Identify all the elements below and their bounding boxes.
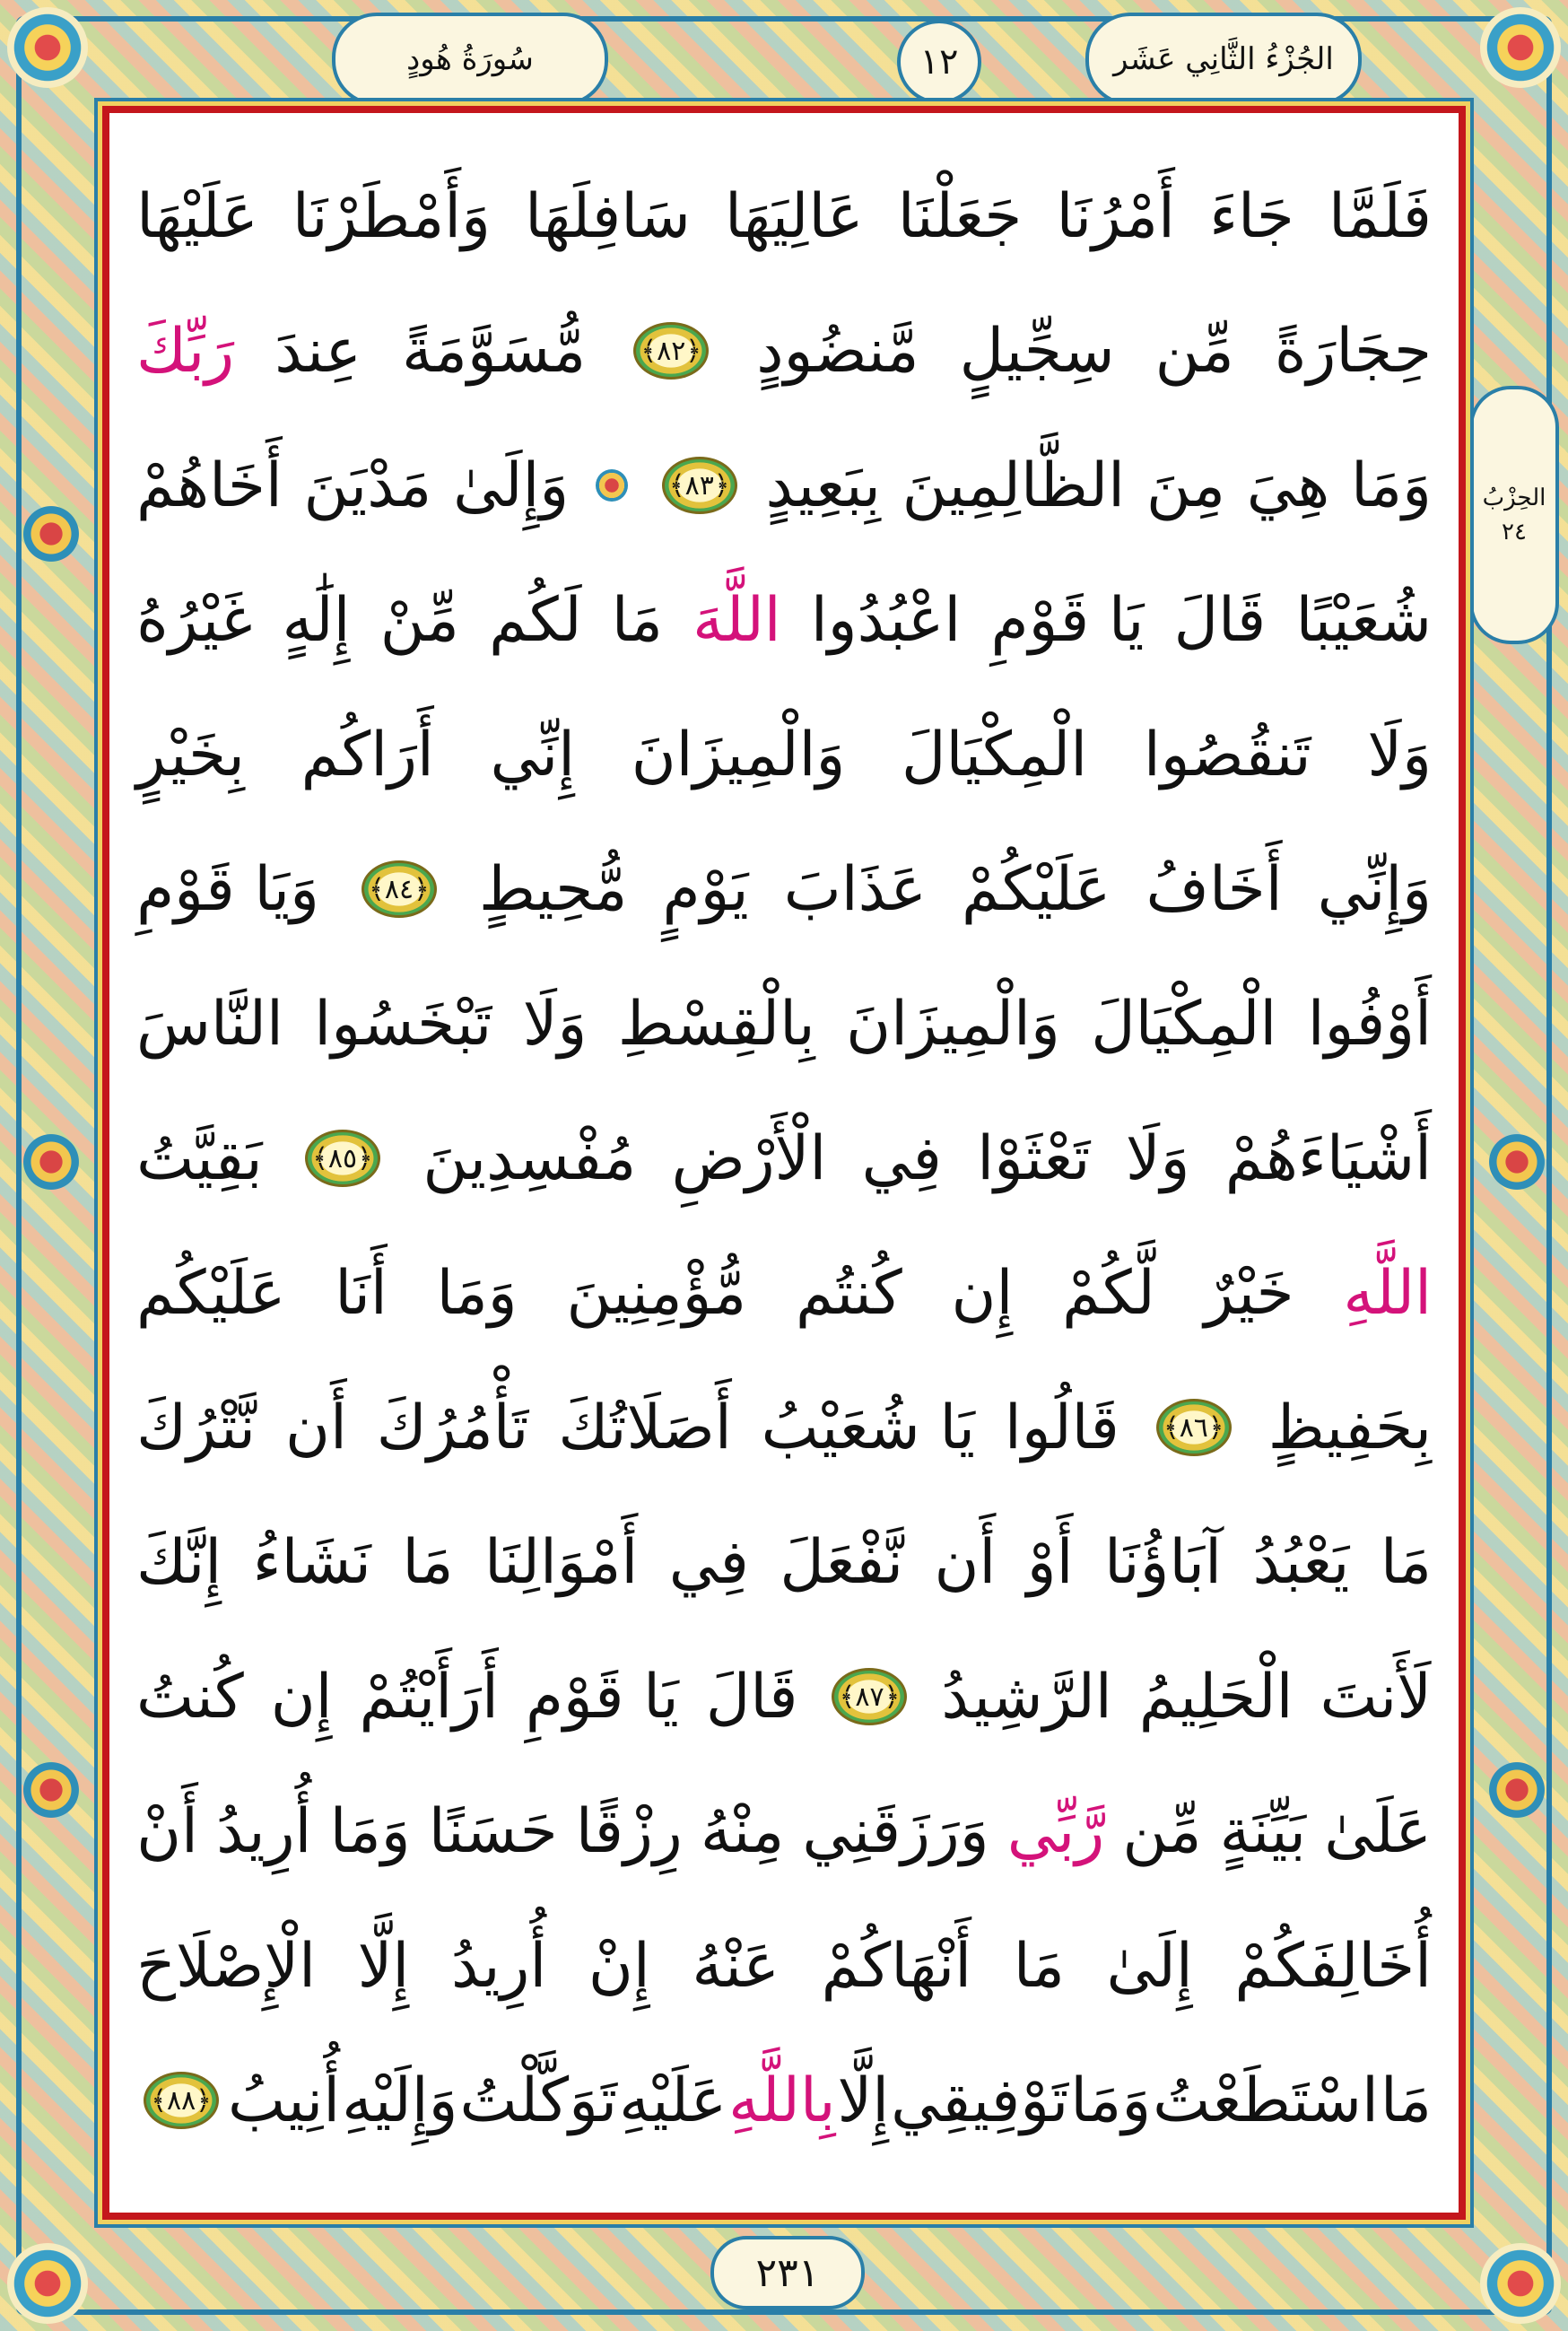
quran-word: حَسَنًا	[428, 1795, 558, 1867]
quran-word: هِيَ	[1246, 450, 1330, 521]
juz-name: الجُزْءُ الثَّانِي عَشَر	[1113, 41, 1334, 77]
quran-word: وَإِلَىٰ	[453, 450, 570, 521]
quran-word: الْأَرْضِ	[671, 1122, 827, 1194]
quran-word: مَا	[1380, 2065, 1432, 2136]
quran-word: الْمِكْيَالَ	[902, 719, 1088, 790]
text-line	[136, 956, 1432, 1091]
quran-word: عَلَيْكُمْ	[961, 853, 1111, 925]
quran-word: عِندَ	[274, 315, 362, 387]
quran-word: أَنْهَاكُمْ	[821, 1930, 972, 2002]
quran-word: مِنَ	[1146, 450, 1225, 521]
quran-word: قَالَ	[705, 1661, 798, 1733]
medallion-icon	[1485, 1131, 1548, 1193]
quran-word: وَمَا	[1070, 2065, 1152, 2136]
quran-word: وَمَا	[436, 1257, 518, 1329]
quran-word: إِنَّكَ	[136, 1526, 222, 1598]
quran-word: أَخَاهُمْ	[136, 450, 283, 521]
quran-word: وَيَا قَوْمِ	[136, 853, 319, 925]
quran-word: أَمْرُنَا	[1056, 180, 1175, 252]
text-line	[136, 1764, 1432, 1899]
quran-word: مِّن	[1154, 315, 1234, 387]
quran-word: أَصَلَاتُكَ	[558, 1392, 732, 1463]
quran-word: فِي	[668, 1526, 749, 1598]
quran-word: أُنِيبُ	[228, 2065, 341, 2136]
quran-word: عَلَىٰ	[1324, 1795, 1432, 1867]
juz-number-plaque	[897, 20, 981, 104]
quran-word: عَنْهُ	[692, 1930, 780, 2002]
quran-word: بِحَفِيظٍ	[1267, 1392, 1432, 1463]
quran-word: الظَّالِمِينَ	[902, 450, 1126, 521]
quran-word: لَكُم	[489, 584, 582, 656]
quran-word: وَمَا	[1351, 450, 1432, 521]
divine-name-word: اللَّهِ	[1343, 1257, 1432, 1329]
quran-word: مَدْيَنَ	[303, 450, 432, 521]
quran-word: إِلَّا	[837, 2065, 890, 2136]
quran-word: أَنَا	[335, 1257, 388, 1329]
text-line	[136, 418, 1432, 553]
quran-word: وَلَا	[1125, 1122, 1190, 1194]
quran-word: لَأَنتَ	[1320, 1661, 1432, 1733]
quran-word: وَإِنِّي	[1317, 853, 1432, 925]
quran-word: عَلَيْهَا	[136, 180, 258, 252]
ayah-number-marker: ﴿٨٥﴾	[305, 1130, 380, 1187]
quran-word: أَشْيَاءَهُمْ	[1224, 1122, 1432, 1194]
quran-word: كُنتُ	[136, 1661, 244, 1733]
quran-word: يَعْبُدُ	[1252, 1526, 1350, 1598]
quran-word: نَّفْعَلَ	[780, 1526, 904, 1598]
quran-word: نَّتْرُكَ	[136, 1392, 257, 1463]
ayah-number-marker: ﴿٨٣﴾	[662, 457, 737, 514]
quran-word: أَرَاكُم	[301, 719, 434, 790]
quran-word: مِّنْ	[379, 584, 459, 656]
quran-word: أَن	[285, 1392, 347, 1463]
quran-word: الرَّشِيدُ	[941, 1661, 1112, 1733]
quran-word: بِبَعِيدٍ	[765, 450, 881, 521]
quran-word: نَشَاءُ	[252, 1526, 371, 1598]
quran-word: أَمْوَالِنَا	[483, 1526, 639, 1598]
quran-word: يَا قَوْمِ	[525, 1661, 679, 1733]
quran-word: النَّاسَ	[136, 988, 283, 1060]
medallion-icon	[20, 1759, 83, 1821]
hizb-number: ٢٤	[1502, 519, 1527, 546]
quran-word: وَلَا	[522, 988, 588, 1060]
quran-word: وَالْمِيزَانَ	[846, 988, 1060, 1060]
quran-word: جَاءَ	[1209, 180, 1294, 252]
ayah-number-marker: ﴿٨٨﴾	[144, 2072, 219, 2129]
quran-word: تَعْثَوْا	[977, 1122, 1091, 1194]
quran-word: تَنقُصُوا	[1143, 719, 1311, 790]
text-line	[136, 284, 1432, 418]
quran-word: خَيْرٌ	[1204, 1257, 1294, 1329]
quran-word: أَن	[934, 1526, 997, 1598]
quran-word: أَوْفُوا	[1307, 988, 1432, 1060]
quran-word: مُّسَوَّمَةً	[402, 315, 587, 387]
quran-word: وَلَا	[1367, 719, 1432, 790]
hizb-marker	[1469, 386, 1559, 644]
quran-word: فِي	[861, 1122, 942, 1194]
quran-word: تَوَكَّلْتُ	[459, 2065, 618, 2136]
quran-word: لَّكُمْ	[1062, 1257, 1155, 1329]
quran-word: إِلَىٰ	[1106, 1930, 1193, 2002]
quran-word: مِّن	[1122, 1795, 1202, 1867]
quran-word: قَالَ	[1173, 584, 1267, 656]
ayah-number-marker: ﴿٨٧﴾	[832, 1668, 907, 1725]
text-line	[136, 2033, 1432, 2168]
quran-word: بَيِّنَةٍ	[1219, 1795, 1307, 1867]
surah-name-plaque	[332, 13, 608, 106]
quran-word: مُّؤْمِنِينَ	[566, 1257, 747, 1329]
text-line	[136, 1360, 1432, 1495]
quran-word: مَا	[402, 1526, 454, 1598]
quran-word: أُرِيدُ	[450, 1930, 547, 2002]
divine-name-word: رَّبِّي	[1006, 1795, 1105, 1867]
quran-word: الْإِصْلَاحَ	[136, 1930, 316, 2002]
quran-word: بِخَيْرٍ	[136, 719, 245, 790]
quran-word: إِن	[270, 1661, 333, 1733]
text-line	[136, 149, 1432, 284]
quran-word: مُّحِيطٍ	[479, 853, 628, 925]
quran-word: مَّنضُودٍ	[756, 315, 919, 387]
text-line	[136, 1226, 1432, 1360]
quran-word: وَأَمْطَرْنَا	[292, 180, 491, 252]
quran-word: إِنِّي	[490, 719, 576, 790]
text-line	[136, 1495, 1432, 1629]
quran-word: مِنْهُ	[700, 1795, 785, 1867]
juz-number: ١٢	[919, 41, 959, 83]
medallion-icon	[1485, 1759, 1548, 1821]
quran-word: قَالُوا	[1004, 1392, 1119, 1463]
quran-word: أَوْ	[1026, 1526, 1074, 1598]
quran-word: وَإِلَيْهِ	[342, 2065, 458, 2136]
divine-name-word: اللَّهَ	[693, 584, 781, 656]
page-number: ٢٣١	[755, 2249, 820, 2296]
quran-word: يَا قَوْمِ	[990, 584, 1145, 656]
text-line	[136, 1629, 1432, 1764]
quran-word: اعْبُدُوا	[810, 584, 962, 656]
page-text-panel	[102, 106, 1466, 2220]
quran-word: مَا	[1380, 1526, 1432, 1598]
text-lines	[136, 149, 1432, 2168]
quran-word: أَرَأَيْتُمْ	[359, 1661, 499, 1733]
corner-ornament-icon	[7, 2243, 88, 2324]
quran-word: مَا	[611, 584, 663, 656]
medallion-icon	[20, 1131, 83, 1193]
quran-word: بِالْقِسْطِ	[617, 988, 815, 1060]
quran-word: آبَاؤُنَا	[1103, 1526, 1222, 1598]
hizb-label: الحِزْبُ	[1482, 485, 1546, 511]
quran-word: فَلَمَّا	[1328, 180, 1432, 252]
quran-word: مُفْسِدِينَ	[422, 1122, 637, 1194]
corner-ornament-icon	[1480, 7, 1561, 88]
quran-word: وَالْمِيزَانَ	[631, 719, 846, 790]
quran-word: شُعَيْبًا	[1295, 584, 1432, 656]
quran-word: يَوْمٍ	[662, 853, 749, 925]
quran-word: يَا شُعَيْبُ	[761, 1392, 976, 1463]
quran-word: الْمِكْيَالَ	[1091, 988, 1277, 1060]
quran-word: إِلَٰهٍ	[282, 584, 351, 656]
text-line	[136, 687, 1432, 822]
quran-word: إِن	[951, 1257, 1014, 1329]
divine-name-word: بِاللَّهِ	[728, 2065, 836, 2136]
quran-word: أُرِيدُ	[216, 1795, 312, 1867]
juz-name-plaque	[1085, 13, 1362, 106]
quran-word: عَذَابَ	[783, 853, 927, 925]
ayah-number-marker: ﴿٨٦﴾	[1156, 1399, 1232, 1456]
quran-word: وَمَا	[329, 1795, 411, 1867]
quran-word: إِنْ	[588, 1930, 650, 2002]
divine-name-word: رَبِّكَ	[136, 315, 235, 387]
quran-word: إِلَّا	[357, 1930, 410, 2002]
ayah-number-marker: ﴿٨٢﴾	[633, 322, 709, 380]
quran-word: أَخَافُ	[1146, 853, 1283, 925]
text-line	[136, 822, 1432, 956]
quran-word: جَعَلْنَا	[897, 180, 1023, 252]
quran-word: تَوْفِيقِي	[891, 2065, 1069, 2136]
ayah-number-marker: ﴿٨٤﴾	[362, 860, 437, 918]
quran-word: تَأْمُرُكَ	[376, 1392, 529, 1463]
text-line	[136, 1091, 1432, 1226]
quran-word: الْحَلِيمُ	[1138, 1661, 1294, 1733]
quran-word: اسْتَطَعْتُ	[1153, 2065, 1379, 2136]
quran-word: غَيْرُهُ	[136, 584, 253, 656]
hizb-quarter-rosette-icon	[596, 469, 628, 502]
quran-word: بَقِيَّتُ	[136, 1122, 263, 1194]
corner-ornament-icon	[1480, 2243, 1561, 2324]
quran-word: سِجِّيلٍ	[959, 315, 1115, 387]
quran-word: تَبْخَسُوا	[314, 988, 492, 1060]
text-line	[136, 1899, 1432, 2033]
quran-word: سَافِلَهَا	[525, 180, 691, 252]
quran-word: عَالِيَهَا	[725, 180, 864, 252]
quran-word: أَنْ	[136, 1795, 198, 1867]
quran-word: عَلَيْكُم	[136, 1257, 286, 1329]
quran-word: حِجَارَةً	[1274, 315, 1432, 387]
text-line	[136, 553, 1432, 687]
quran-word: كُنتُم	[796, 1257, 902, 1329]
medallion-icon	[20, 502, 83, 565]
page-number-plaque	[710, 2236, 865, 2309]
quran-word: أُخَالِفَكُمْ	[1234, 1930, 1432, 2002]
surah-name: سُورَةُ هُودٍ	[406, 41, 534, 77]
corner-ornament-icon	[7, 7, 88, 88]
quran-word: مَا	[1013, 1930, 1065, 2002]
quran-word: وَرَزَقَنِي	[802, 1795, 989, 1867]
quran-word: رِزْقًا	[575, 1795, 683, 1867]
quran-word: عَلَيْهِ	[619, 2065, 727, 2136]
